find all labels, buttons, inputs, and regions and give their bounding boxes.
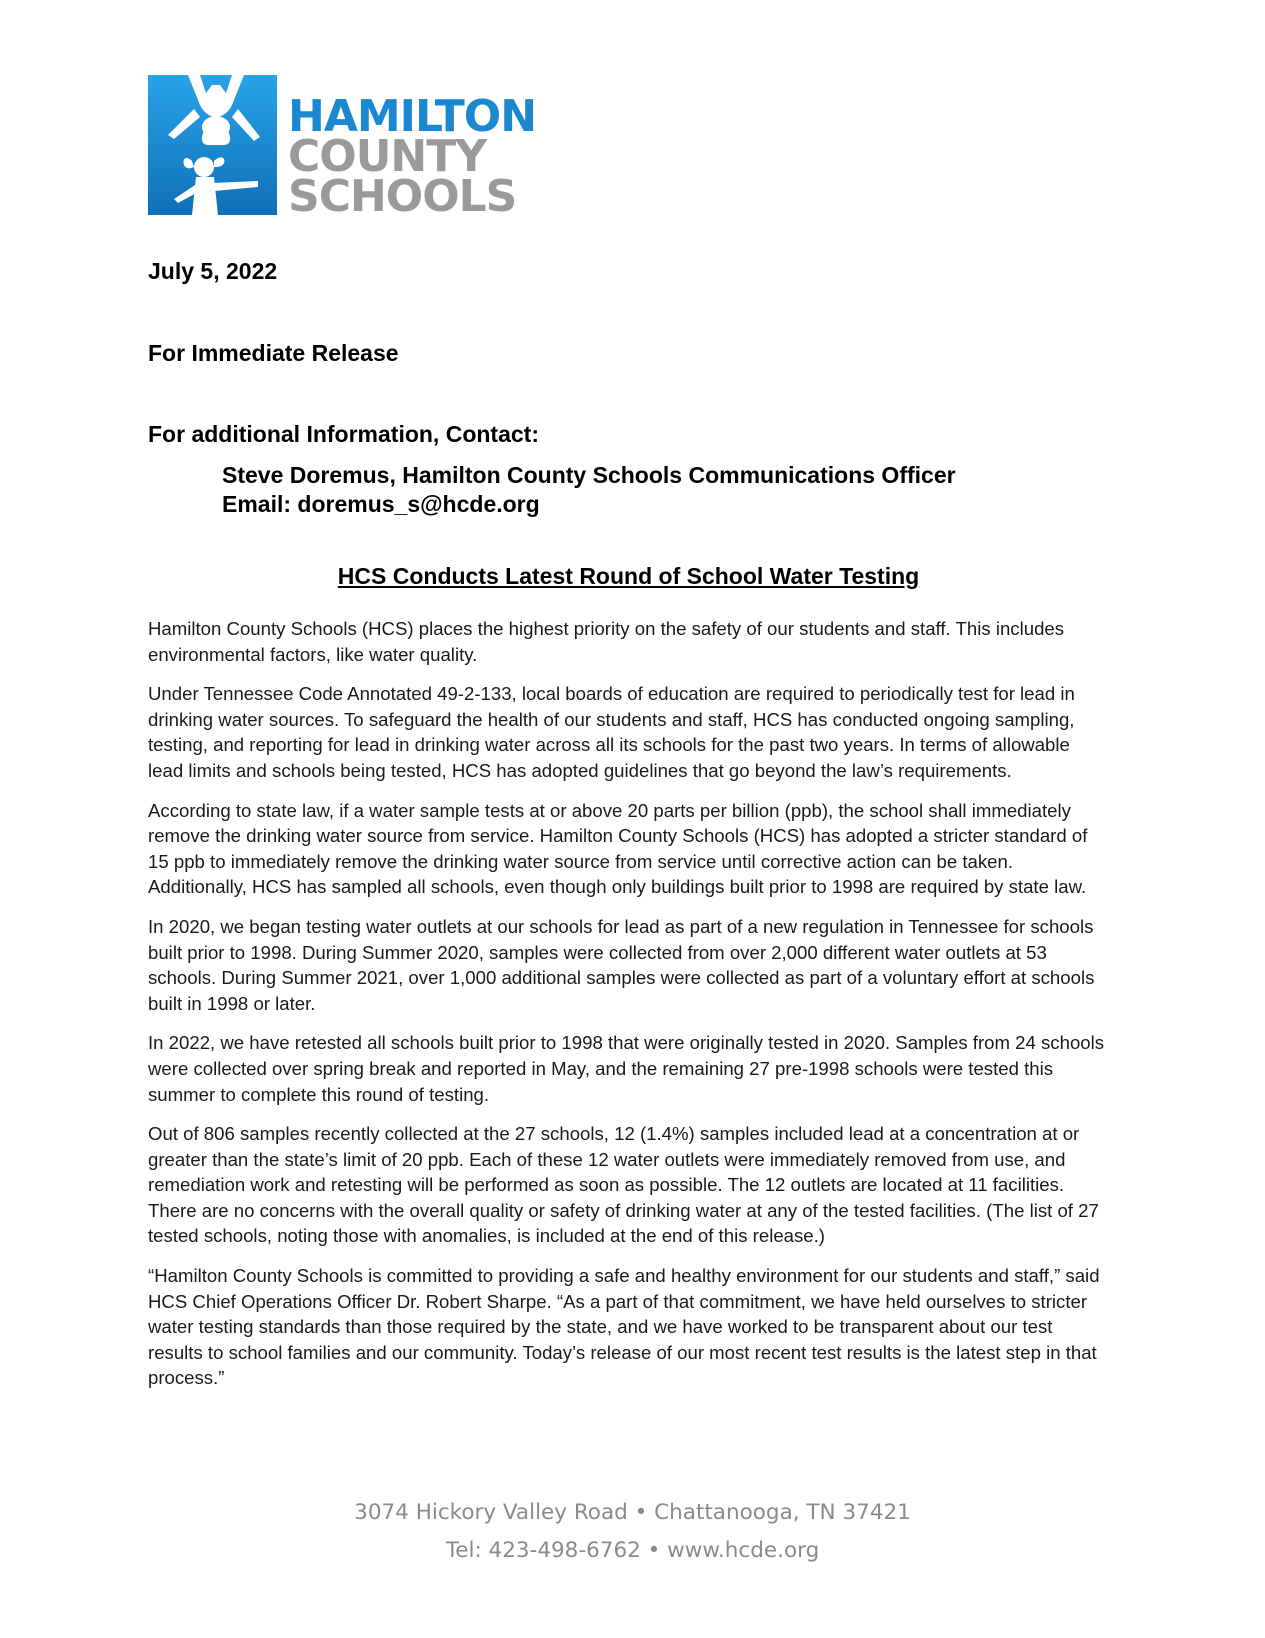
body-paragraph: In 2020, we began testing water outlets at our schools for lead as part of a new regulation in Tennessee for schools built prior to 1998. During Summer 2020, samples were collected from over 2,000 different water outlets at 53 schools. During Summer 2021, over 1,000 additional samples were collected as part of a voluntary effort at schools built in 1998 or later. <box>148 915 1095 1014</box>
body-paragraph: According to state law, if a water sample tests at or above 20 parts per billion (ppb), the school shall immediately remove the drinking water source from service. Hamilton County Schools (HCS) has adopted a stricter standard of 15 ppb to immediately remove the drinking water source from service until corrective action can be taken. Additionally, HCS has sampled all schools, even though only buildings built prior to 1998 are required by state law. <box>148 799 1088 898</box>
contact-email: Email: doremus_s@hcde.org <box>222 491 540 517</box>
body-paragraph: Under Tennessee Code Annotated 49-2-133, local boards of education are required to periodically test for lead in drinking water sources. To safeguard the health of our students and staff, HCS has conducted ongoing sampling, testing, and reporting for lead in drinking water across all its schools for the past two years. In terms of allowable lead limits and schools being tested, HCS has adopted guidelines that go beyond the law’s requirements. <box>148 683 1075 781</box>
page-footer <box>0 1494 1265 1570</box>
footer-contact: Tel: 423-498-6762 • www.hcde.org <box>445 1538 820 1563</box>
body-paragraph: “Hamilton County Schools is committed to providing a safe and healthy environment for our students and staff,” said HCS Chief Operations Officer Dr. Robert Sharpe. “As a part of that commitment, we have held ourselves to stricter water testing standards than those required by the state, and we have worked to be transparent about our test results to school families and our community. Today’s release of our most recent test results is the latest step in that process.” <box>148 1265 1100 1389</box>
release-date: July 5, 2022 <box>148 258 278 284</box>
contact-block <box>222 461 956 519</box>
footer-address: 3074 Hickory Valley Road • Chattanooga, TN 37421 <box>354 1500 911 1525</box>
body-paragraph: Hamilton County Schools (HCS) places the highest priority on the safety of our students and staff. This includes environmental factors, like water quality. <box>148 618 1065 665</box>
logo-line-county: COUNTY <box>288 131 487 182</box>
body-paragraph: In 2022, we have retested all schools built prior to 1998 that were originally tested in 2020. Samples from 24 schools were collected over spring break and reported in May, and the remaining 27 pre-1998 schools were tested this summer to complete this round of testing. <box>148 1032 1105 1105</box>
hamilton-county-schools-logo <box>148 75 537 222</box>
logo-wordmark <box>288 91 537 222</box>
release-label: For Immediate Release <box>148 340 399 366</box>
children-jumping-icon <box>148 75 277 215</box>
contact-name: Steve Doremus, Hamilton County Schools Communications Officer <box>222 462 956 488</box>
contact-heading: For additional Information, Contact: <box>148 421 539 447</box>
press-release-headline: HCS Conducts Latest Round of School Water Testing <box>337 563 920 589</box>
logo-line-hamilton: HAMILTON <box>288 91 537 142</box>
press-release-body <box>148 616 1110 1405</box>
logo-line-schools: SCHOOLS <box>288 171 517 222</box>
body-paragraph: Out of 806 samples recently collected at the 27 schools, 12 (1.4%) samples included lead at a concentration at or greater than the state’s limit of 20 ppb. Each of these 12 water outlets were immediately removed from use, and remediation work and retesting will be performed as soon as possible. The 12 outlets are located at 11 facilities. There are no concerns with the overall quality or safety of drinking water at any of the tested facilities. (The list of 27 tested schools, noting those with anomalies, is included at the end of this release.) <box>148 1123 1099 1247</box>
